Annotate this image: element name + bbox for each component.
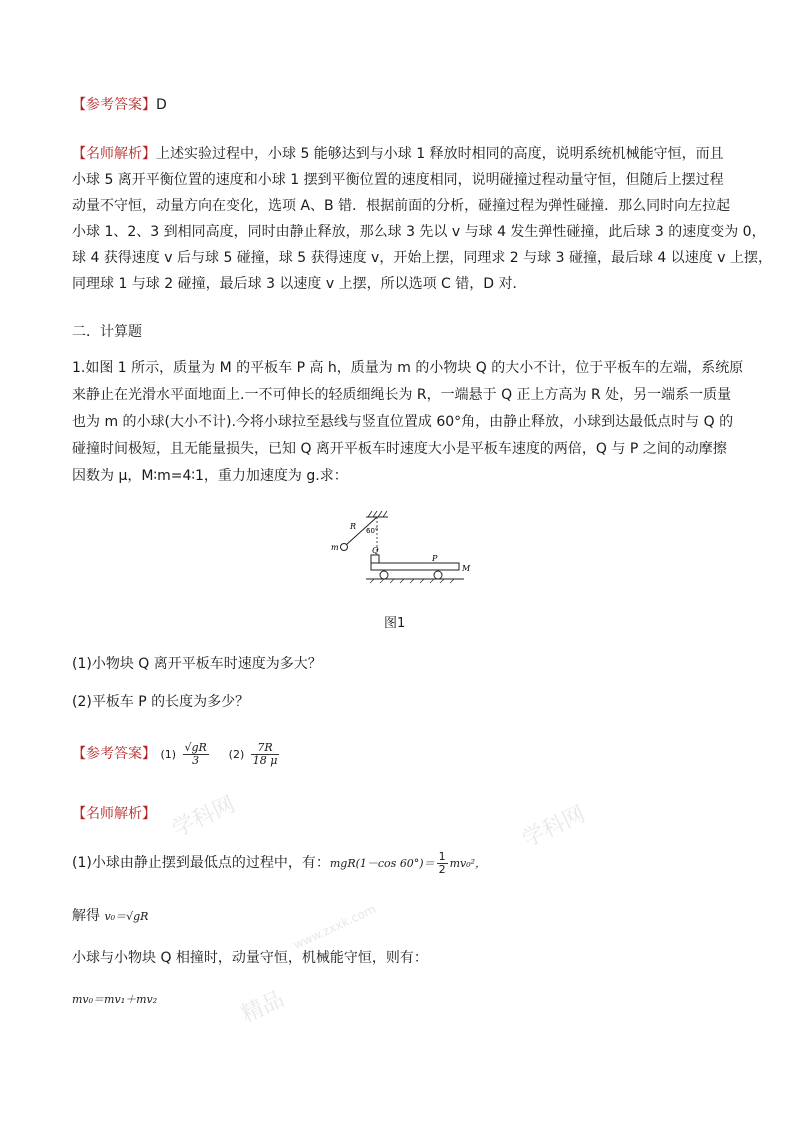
question-1: (1)小物块 Q 离开平板车时速度为多大？ (72, 656, 322, 672)
answer-value: D (156, 97, 167, 113)
analysis-line-5: 球 4 获得速度 v 后与球 5 碰撞，球 5 获得速度 v，开始上摆，同理求 2 与球 3 碰撞，最后球 4 以速度 v 上摆， (72, 250, 772, 266)
section-title: 二．计算题 (72, 324, 142, 340)
watermark-logo-1: 学科网 (168, 792, 240, 843)
analysis2-line-4: mv₀＝mv₁＋mv₂ (72, 993, 158, 1006)
question-2: (2)平板车 P 的长度为多少？ (72, 694, 250, 710)
analysis-label: 【名师解析】 (72, 146, 156, 162)
problem-line-3: 也为 m 的小球(大小不计).今将小球拉至悬线与竖直位置成 60°角，由静止释放，小球到达最低点时与 Q 的 (72, 414, 734, 430)
problem-line-2: 来静止在光滑水平面地面上.一不可伸长的轻质细绳长为 R，一端悬于 Q 正上方高为 R 处，另一端系一质量 (72, 387, 732, 403)
answer-line-1 (72, 95, 722, 115)
analysis2-label: 【名师解析】 (72, 806, 156, 822)
analysis2-line-2 (72, 906, 722, 927)
watermark-logo-2: 学科网 (518, 802, 590, 853)
label-angle: 60° (366, 527, 379, 535)
problem-line-1: 1.如图 1 所示，质量为 M 的平板车 P 高 h，质量为 m 的小物块 Q 的大小不计，位于平板车的左端，系统原 (72, 360, 744, 376)
analysis-line-4: 小球 1、2、3 到相同高度，同时由静止释放，那么球 3 先以 v 与球 4 发生弹性碰撞，此后球 3 的速度变为 0， (72, 224, 766, 240)
label-p: P (432, 554, 438, 563)
analysis2-frac-den: 2 (438, 862, 446, 876)
analysis-line-1 (72, 144, 722, 164)
label-m: m (331, 543, 339, 552)
watermark-logo-3: 精品 (237, 986, 289, 1028)
analysis2-line1-fraction (437, 851, 448, 876)
analysis2-line1-prefix: (1)小球由静止摆到最低点的过程中，有： (72, 855, 330, 871)
answer2-frac1-den: 3 (192, 753, 200, 767)
watermark-url: www.zxxk.com (291, 901, 378, 953)
problem-line-4: 碰撞时间极短，且无能量损失，已知 Q 离开平板车时速度大小是平板车速度的两倍，Q 与 P 之间的动摩擦 (72, 441, 727, 457)
problem-line-5: 因数为 μ，M∶m=4∶1，重力加速度为 g.求： (72, 468, 348, 484)
label-q: Q (372, 546, 379, 555)
analysis-line-2: 小球 5 离开平衡位置的速度和小球 1 摆到平衡位置的速度相同，说明碰撞过程动量守恒，但随后上摆过程 (72, 172, 724, 188)
analysis2-line-1 (72, 846, 722, 880)
answer2-part1-prefix: (1) (160, 748, 177, 761)
label-M: M (462, 564, 471, 573)
cart-p (371, 563, 459, 570)
analysis2-line1-tail: mv₀²， (449, 857, 487, 870)
answer2-frac2-den: 18 μ (252, 753, 278, 767)
answer2-frac2-num: 7R (251, 742, 280, 755)
analysis2-line-3: 小球与小物块 Q 相撞时，动量守恒，机械能守恒，则有： (72, 950, 428, 966)
analysis2-line2-math: v₀＝√gR (104, 910, 149, 923)
physics-figure (326, 505, 476, 600)
analysis2-frac-num: 1 (438, 849, 446, 863)
analysis-line-6: 同理球 1 与球 2 碰撞，最后球 3 以速度 v 上摆，所以选项 C 错，D 对． (72, 276, 527, 292)
answer-label: 【参考答案】 (72, 97, 156, 113)
answer2-label: 【参考答案】 (72, 746, 156, 762)
ball-m (341, 544, 348, 551)
answer2-frac1-num: √gR (184, 740, 207, 754)
analysis2-line1-math: mgR(1－cos 60°)＝ (329, 857, 435, 870)
label-r: R (350, 522, 357, 531)
analysis-text: 上述实验过程中，小球 5 能够达到与小球 1 释放时相同的高度，说明系统机械能守恒，而且 (156, 146, 724, 162)
answer2-fraction-2 (251, 742, 280, 767)
answer-line-2 (72, 738, 722, 770)
answer2-part2-prefix: (2) (228, 748, 245, 761)
analysis-line-3: 动量不守恒，动量方向在变化，选项 A、B 错．根据前面的分析，碰撞过程为弹性碰撞．那么同时向左拉起 (72, 198, 731, 214)
analysis2-line2-prefix: 解得 (72, 908, 100, 924)
figure-caption: 图1 (384, 616, 406, 631)
answer2-fraction-1 (183, 742, 209, 767)
block-q (371, 555, 379, 563)
